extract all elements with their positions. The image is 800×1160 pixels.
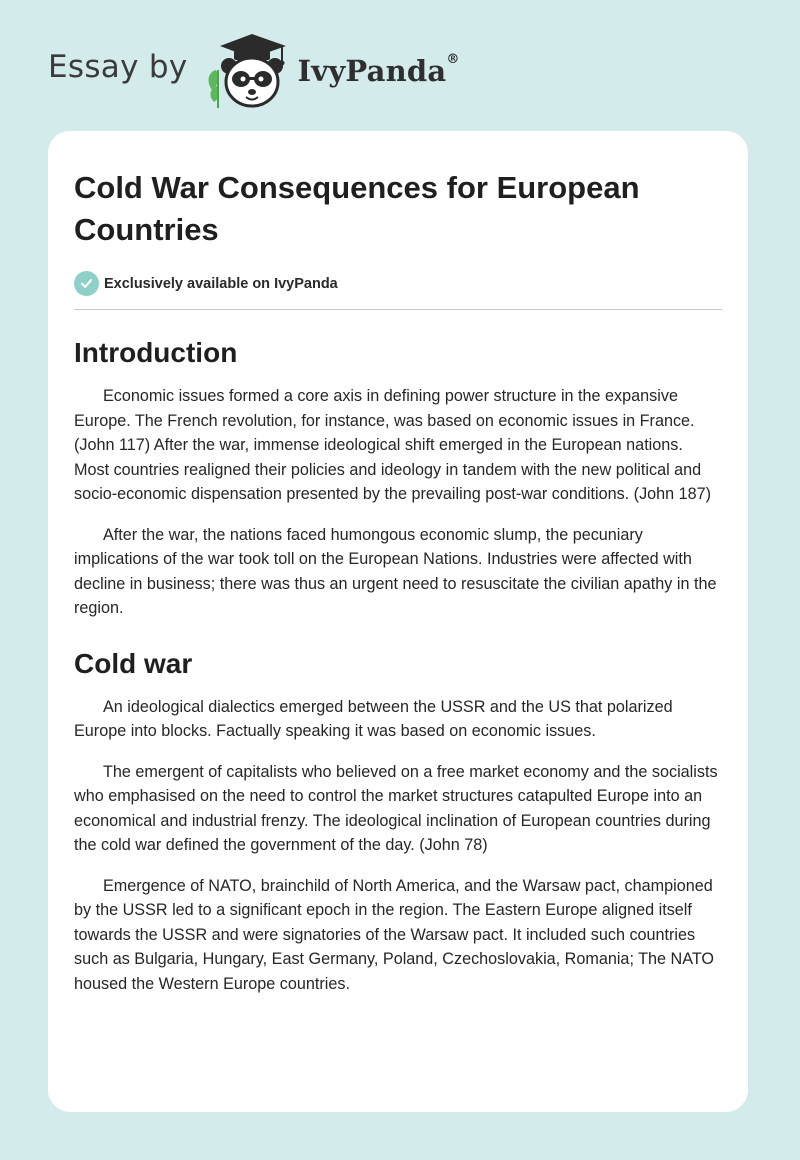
paragraph: An ideological dialectics emerged between the USSR and the US that polarized Europe into blocks. Factually speaking it was based on economic issues.	[74, 697, 673, 740]
paragraph: After the war, the nations faced humongous economic slump, the pecuniary implications of the war took toll on the European Nations. Industries were affected with decline in business; there was thus an urgent need to resuscitate the civilian apathy in the region.	[74, 525, 717, 617]
section-introduction	[74, 336, 722, 621]
essay-by-label: Essay by	[48, 49, 188, 85]
check-icon	[74, 271, 99, 296]
paragraph: Economic issues formed a core axis in defining power structure in the expansive Europe. The French revolution, for instance, was based on economic issues in France. (John 117) After the war, immense ideological shift emerged in the European nations. Most countries realigned their policies and ideology in tandem with the new political and socio-economic dispensation presented by the prevailing post-war conditions. (John 187)	[74, 387, 712, 503]
section-heading: Introduction	[74, 337, 238, 368]
panda-logo-icon[interactable]	[202, 30, 294, 110]
paragraph: The emergent of capitalists who believed on a free market economy and the socialists who emphasised on the need to control the market structures catapulted Europe into an economical and industrial frenzy. The ideological inclination of European countries during the cold war defined the government of the day. (John 78)	[74, 762, 718, 854]
bamboo-leaf-icon	[208, 70, 218, 108]
badge-label: Exclusively available on IvyPanda	[104, 275, 338, 292]
section-heading: Cold war	[74, 647, 193, 679]
page-title: Cold War Consequences for European Countries	[74, 170, 640, 247]
section-cold-war	[74, 647, 722, 997]
brand-text: IvyPanda	[297, 54, 447, 88]
brand-name[interactable]	[298, 54, 460, 88]
exclusive-badge	[74, 271, 722, 310]
paragraph: Emergence of NATO, brainchild of North America, and the Warsaw pact, championed by the USSR led to a significant epoch in the region. The Eastern Europe aligned itself towards the USSR and were signatories of the Warsaw pact. It included such countries such as Bulgaria, Hungary, East Germany, Poland, Czechoslovakia, Romania; The NATO housed the Western Europe countries.	[74, 876, 715, 993]
site-header	[48, 30, 460, 110]
essay-card	[48, 131, 748, 1112]
registered-mark: ®	[446, 52, 460, 67]
